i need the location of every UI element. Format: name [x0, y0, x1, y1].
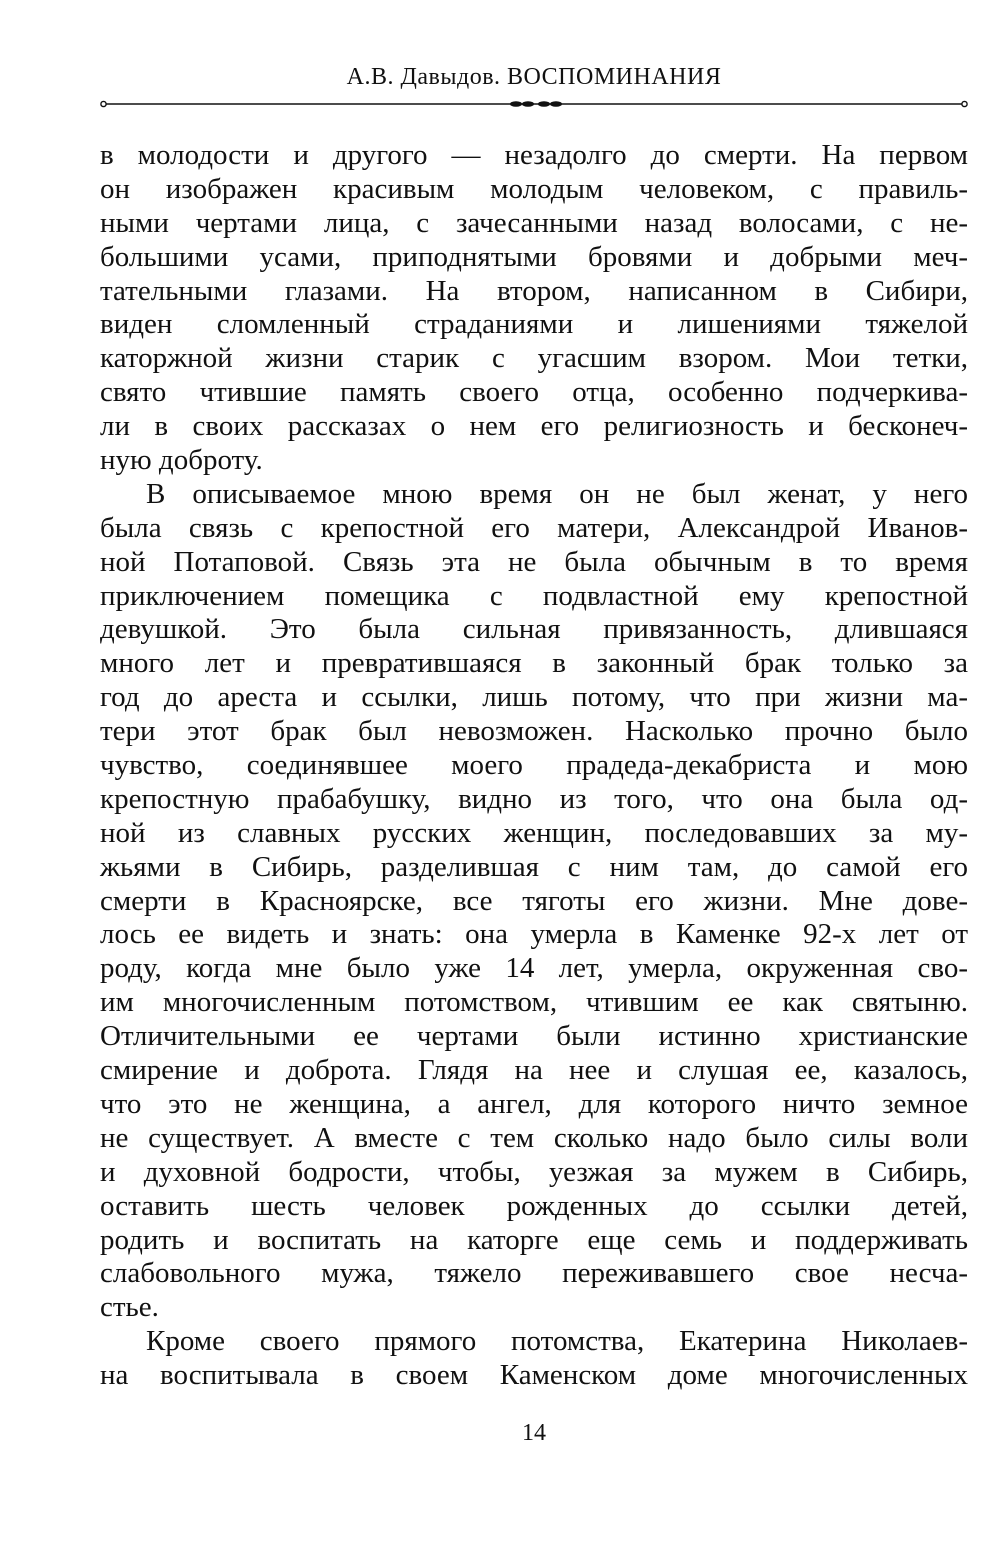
- text-line: приключением помещика с подвластной ему крепостной: [100, 579, 968, 612]
- running-head: А.В. Давыдов. ВОСПОМИНАНИЯ: [346, 64, 722, 90]
- text-line: ли в своих рассказах о нем его религиозность и бесконеч-: [100, 410, 968, 443]
- body-text: [100, 139, 968, 1393]
- text-line: чувство, соединявшее моего прадеда-декабриста и мою: [100, 749, 968, 782]
- text-line: стье.: [100, 1291, 159, 1324]
- text-line: и духовной бодрости, чтобы, уезжая за мужем в Сибирь,: [100, 1155, 968, 1188]
- text-line: он изображен красивым молодым человеком, с правиль-: [100, 172, 968, 205]
- paragraph: [100, 139, 968, 478]
- text-line: тательными глазами. На втором, написанном в Сибири,: [100, 274, 968, 307]
- page-number: 14: [522, 1420, 546, 1446]
- text-line: на воспитывала в своем Каменском доме многочисленных: [100, 1359, 968, 1392]
- text-line: им многочисленным потомством, чтившим ее как святыню.: [100, 986, 968, 1019]
- ornamental-rule: [100, 94, 968, 114]
- text-line: свято чтившие память своего отца, особенно подчеркива-: [100, 376, 968, 409]
- text-line: Кроме своего прямого потомства, Екатерина Николаев-: [146, 1325, 968, 1358]
- text-line: ной из славных русских женщин, последовавших за му-: [100, 816, 968, 849]
- text-line: год до ареста и ссылки, лишь потому, что при жизни ма-: [100, 681, 968, 714]
- text-line: слабовольного мужа, тяжело переживавшего свое несча-: [100, 1257, 968, 1290]
- text-line: что это не женщина, а ангел, для которого ничто земное: [100, 1087, 968, 1120]
- text-line: много лет и превратившаяся в законный брак только за: [100, 647, 968, 680]
- text-line: ную доброту.: [100, 444, 263, 477]
- paragraph: [100, 1325, 968, 1393]
- text-line: жьями в Сибирь, разделившая с ним там, до самой его: [100, 850, 968, 883]
- text-line: девушкой. Это была сильная привязанность, длившаяся: [100, 613, 968, 646]
- text-line: оставить шесть человек рожденных до ссылки детей,: [100, 1189, 968, 1222]
- text-line: смирение и доброта. Глядя на нее и слушая ее, казалось,: [100, 1054, 968, 1087]
- text-line: ной Потаповой. Связь эта не была обычным в то время: [100, 545, 968, 578]
- rule-end-left: [101, 101, 106, 106]
- text-line: крепостную прабабушку, видно из того, что она была од-: [100, 782, 968, 815]
- text-line: родить и воспитать на каторге еще семь и поддерживать: [100, 1223, 968, 1256]
- text-line: лось ее видеть и знать: она умерла в Каменке 92-х лет от: [100, 918, 968, 951]
- text-line: В описываемое мною время он не был женат, у него: [146, 477, 968, 510]
- text-line: не существует. А вместе с тем сколько надо было силы воли: [100, 1121, 968, 1154]
- text-line: каторжной жизни старик с угасшим взором. Мои тетки,: [100, 342, 968, 375]
- text-line: виден сломленный страданиями и лишениями тяжелой: [100, 308, 968, 341]
- rule-end-right: [962, 101, 967, 106]
- text-line: Отличительными ее чертами были истинно христианские: [100, 1020, 968, 1053]
- paragraph: [100, 478, 968, 1325]
- text-line: смерти в Красноярске, все тяготы его жизни. Мне дове-: [100, 884, 968, 917]
- text-line: роду, когда мне было уже 14 лет, умерла, окруженная сво-: [100, 952, 968, 985]
- text-line: ными чертами лица, с зачесанными назад волосами, с не-: [100, 206, 968, 239]
- text-line: большими усами, приподнятыми бровями и добрыми меч-: [100, 240, 968, 273]
- text-line: в молодости и другого — незадолго до смерти. На первом: [100, 139, 968, 171]
- text-line: была связь с крепостной его матери, Александрой Иванов-: [100, 511, 968, 544]
- text-line: тери этот брак был невозможен. Насколько прочно было: [100, 715, 968, 748]
